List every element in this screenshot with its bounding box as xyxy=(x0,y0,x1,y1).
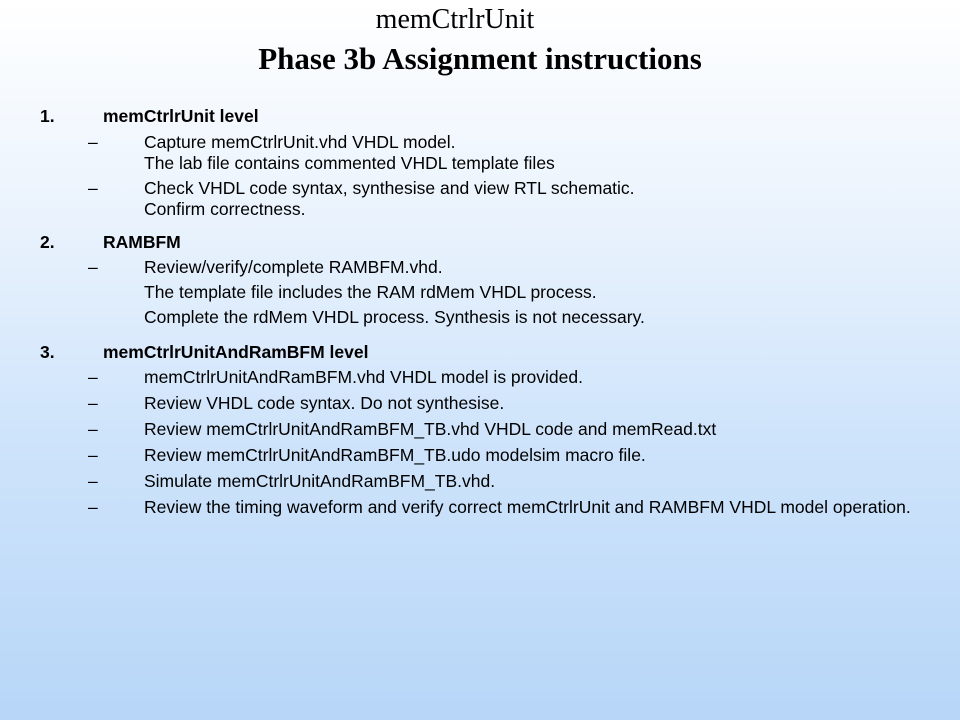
item-title: memCtrlrUnit level xyxy=(103,106,259,126)
sub-bullet xyxy=(40,495,940,520)
slide-subtitle: memCtrlrUnit xyxy=(375,4,535,35)
bullet-text xyxy=(144,255,940,330)
item-title: memCtrlrUnitAndRamBFM level xyxy=(103,342,369,362)
item-heading xyxy=(40,230,940,254)
dash-marker: – xyxy=(88,497,98,517)
sub-bullet xyxy=(40,417,940,442)
sub-bullet xyxy=(40,178,940,220)
instruction-item-2 xyxy=(40,230,940,330)
sub-bullet xyxy=(40,365,940,390)
bullet-text: Review memCtrlrUnitAndRamBFM_TB.vhd VHDL code and memRead.txt xyxy=(144,419,717,439)
bullet-text: Review VHDL code syntax. Do not synthesise. xyxy=(144,393,505,413)
item-heading xyxy=(40,340,940,364)
dash-marker: – xyxy=(88,178,98,198)
sub-bullet xyxy=(40,469,940,494)
sub-bullet xyxy=(40,255,940,330)
bullet-line: Review/verify/complete RAMBFM.vhd. xyxy=(144,257,443,277)
dash-marker: – xyxy=(88,471,98,491)
instruction-item-1 xyxy=(40,104,940,220)
dash-marker: – xyxy=(88,132,98,152)
sub-bullet xyxy=(40,443,940,468)
dash-marker: – xyxy=(88,393,98,413)
bullet-line: The template file includes the RAM rdMem VHDL process. xyxy=(144,282,597,302)
item-heading xyxy=(40,104,940,128)
item-number: 3. xyxy=(40,342,55,362)
instruction-list xyxy=(40,104,940,530)
bullet-line: The lab file contains commented VHDL template files xyxy=(144,153,555,173)
bullet-text: Review memCtrlrUnitAndRamBFM_TB.udo modelsim macro file. xyxy=(144,445,646,465)
bullet-text xyxy=(144,178,940,220)
sub-bullet xyxy=(40,391,940,416)
bullet-text xyxy=(144,132,940,174)
bullet-text: Simulate memCtrlrUnitAndRamBFM_TB.vhd. xyxy=(144,471,496,491)
slide-title: Phase 3b Assignment instructions xyxy=(258,41,702,76)
dash-marker: – xyxy=(88,419,98,439)
dash-marker: – xyxy=(88,445,98,465)
bullet-line: Capture memCtrlrUnit.vhd VHDL model. xyxy=(144,132,456,152)
bullet-text: Review the timing waveform and verify correct memCtrlrUnit and RAMBFM VHDL model operation. xyxy=(144,497,911,517)
item-number: 1. xyxy=(40,106,55,126)
bullet-line: Confirm correctness. xyxy=(144,199,306,219)
item-number: 2. xyxy=(40,232,55,252)
bullet-line: Complete the rdMem VHDL process. Synthesis is not necessary. xyxy=(144,307,645,327)
bullet-text: memCtrlrUnitAndRamBFM.vhd VHDL model is provided. xyxy=(144,367,583,387)
sub-bullet xyxy=(40,132,940,174)
item-title: RAMBFM xyxy=(103,232,181,252)
dash-marker: – xyxy=(88,257,98,277)
dash-marker: – xyxy=(88,367,98,387)
bullet-line: Check VHDL code syntax, synthesise and view RTL schematic. xyxy=(144,178,635,198)
instruction-item-3 xyxy=(40,340,940,520)
